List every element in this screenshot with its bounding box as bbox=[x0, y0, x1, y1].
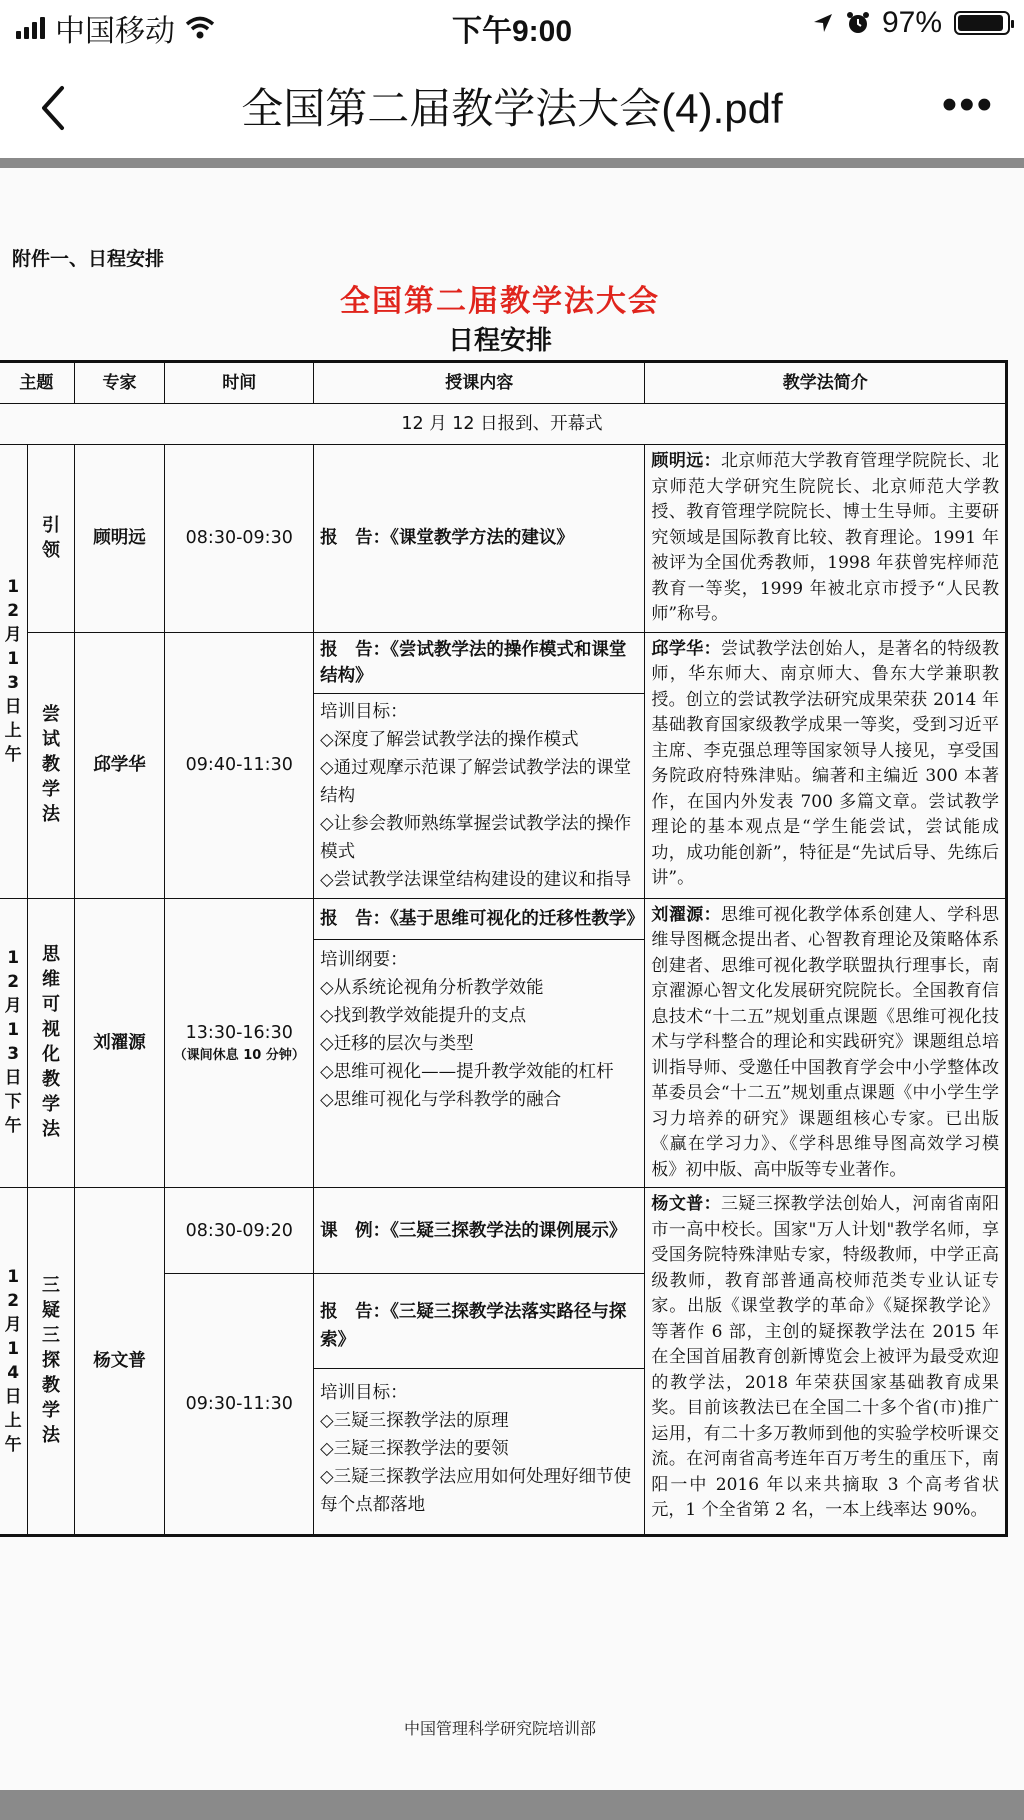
time-range: 13:30-16:30 bbox=[185, 1022, 293, 1043]
expert-intro bbox=[645, 632, 1007, 898]
schedule-table bbox=[0, 360, 1008, 1537]
date-label: 12月13日下午 bbox=[4, 948, 22, 1137]
list-item: ◇尝试教学法课堂结构建设的建议和指导 bbox=[320, 869, 632, 890]
nav-bar bbox=[0, 58, 1024, 153]
list-item: ◇深度了解尝试教学法的操作模式 bbox=[320, 729, 579, 750]
annex-label: 附件一、日程安排 bbox=[12, 248, 165, 270]
theme-label: 三疑三探教学法 bbox=[41, 1275, 60, 1446]
schedule-subtitle: 日程安排 bbox=[447, 326, 552, 356]
time-slot: 08:30-09:20 bbox=[165, 1188, 314, 1274]
intro-text: 北京师范大学教育管理学院院长、北京师范大学研究生院院长、北京师范大学教授、教育管理学院院长、博士生导师。主要研究领域是国际教育比较、教育理论。1991 年被评为全国优秀教师，1998 年获曾宪梓师范教育一等奖，1999 年被北京市授予“人民教师”称号。 bbox=[651, 451, 1000, 624]
content-title: 报 告：《尝试教学法的操作模式和课堂结构》 bbox=[314, 633, 644, 694]
list-item: ◇三疑三探教学法应用如何处理好细节使每个点都落地 bbox=[320, 1467, 632, 1515]
more-options-icon[interactable]: ••• bbox=[941, 80, 994, 129]
table-row bbox=[0, 1188, 1007, 1274]
conference-title: 全国第二届教学法大会 bbox=[340, 284, 660, 319]
table-header-row bbox=[0, 362, 1007, 404]
page-footer: 中国管理科学研究院培训部 bbox=[403, 1719, 596, 1738]
theme-cell bbox=[28, 445, 74, 633]
intro-name: 杨文普： bbox=[651, 1194, 722, 1214]
time-slot: 09:30-11:30 bbox=[165, 1274, 314, 1536]
list-item: ◇迁移的层次与类型 bbox=[320, 1033, 474, 1054]
theme-cell bbox=[28, 632, 74, 898]
theme-cell bbox=[28, 898, 74, 1188]
session-content bbox=[314, 1274, 645, 1536]
time-slot: 09:40-11:30 bbox=[165, 632, 314, 898]
document-title: 全国第二届教学法大会(4).pdf bbox=[241, 85, 783, 132]
theme-label: 尝试教学法 bbox=[41, 704, 60, 825]
date-cell bbox=[0, 445, 28, 899]
status-bar bbox=[0, 0, 1024, 50]
session-content: 课 例：《三疑三探教学法的课例展示》 bbox=[314, 1188, 645, 1274]
bullet-list bbox=[314, 940, 644, 1120]
goal-label: 培训目标： bbox=[320, 701, 408, 722]
bullet-list bbox=[314, 1369, 644, 1529]
intro-text: 思维可视化教学体系创建人、学科思维导图概念提出者、心智教育理论及策略体系创建者、思维可视化教学联盟执行理事长，南京濯源心智文化发展研究院院长。全国教育信息技术“十二五”规划重点课题《思维可视化技术与学科整合的理论和实践研究》课题组总培训指导师、受邀任中国教育学会中小学整体改革委员会“十二五”规划重点课题《中小学生学习力培养的研究》课题组核心专家。已出版《赢在学习力》、《学科思维导图高效学习模板》初中版、高中版等专业著作。 bbox=[651, 904, 1000, 1180]
goal-label: 培训目标： bbox=[320, 1383, 408, 1403]
session-content bbox=[314, 898, 645, 1188]
header-time: 时间 bbox=[165, 362, 314, 404]
table-row bbox=[0, 632, 1007, 898]
session-content: 报 告：《课堂教学方法的建议》 bbox=[314, 445, 645, 633]
list-item: ◇思维可视化——提升教学效能的杠杆 bbox=[320, 1061, 614, 1082]
battery-percent: 97% bbox=[881, 6, 942, 39]
header-theme: 主题 bbox=[0, 362, 74, 404]
header-intro: 教学法简介 bbox=[645, 362, 1007, 404]
time-slot bbox=[165, 898, 314, 1188]
list-item: ◇通过观摩示范课了解尝试教学法的课堂结构 bbox=[320, 757, 632, 806]
date-cell bbox=[0, 1188, 28, 1536]
alarm-icon bbox=[846, 11, 870, 35]
status-right bbox=[812, 6, 1010, 40]
carrier-label: 中国移动 bbox=[55, 15, 175, 48]
theme-label: 引领 bbox=[41, 514, 60, 561]
header-expert: 专家 bbox=[74, 362, 165, 404]
registration-row bbox=[0, 404, 1007, 445]
theme-cell bbox=[28, 1188, 74, 1536]
date-label: 12月13日上午 bbox=[4, 576, 22, 765]
intro-name: 顾明远： bbox=[651, 451, 722, 471]
intro-text: 尝试教学法创始人，是著名的特级教师，华东师大、南京师大、鲁东大学兼职教授。创立的尝试教学法研究成果荣获 2014 年基础教育国家级教学成果一等奖，受到习近平主席、李克强总理等国家领导人接见，享受国务院政府特殊津贴。编著和主编近 300 本著作，在国内外发表 700 多篇文章。尝试教学理论的基本观点是“学生能尝试，尝试能成功，成功能创新”，特征是“先试后导、先练后讲”。 bbox=[651, 638, 1000, 888]
bottom-bar bbox=[0, 1790, 1024, 1820]
list-item: ◇让参会教师熟练掌握尝试教学法的操作模式 bbox=[320, 813, 632, 862]
date-label: 12月14日上午 bbox=[4, 1266, 22, 1455]
expert-name: 杨文普 bbox=[74, 1188, 165, 1536]
expert-name: 邱学华 bbox=[74, 632, 165, 898]
goal-label: 培训纲要： bbox=[320, 949, 408, 970]
intro-text: 三疑三探教学法创始人，河南省南阳市一高中校长。国家"万人计划"教学名师，享受国务院特殊津贴专家，特级教师，中学正高级教师，教育部普通高校师范类专业认证专家。出版《课堂教学的革命》《疑探教学论》等著作 6 部，主创的疑探教学法在 2015 年在全国首届教育创新博览会上被评为最受欢迎的教学法，2018 年荣获国家基础教育成果奖。目前该教法已在全国二十多个省(市)推广运用，有二十多万教师到他的实验学校听课交流。在河南省高考连年百万考生的重压下，南阳一中 2016 年以来共摘取 3 个高考省状元，1 个全省第 2 名，一本上线率达 90%。 bbox=[651, 1194, 1000, 1520]
status-time: 下午9:00 bbox=[451, 15, 573, 48]
pdf-page bbox=[0, 168, 1024, 1790]
intro-name: 邱学华： bbox=[651, 638, 722, 659]
date-cell bbox=[0, 898, 28, 1188]
list-item: ◇三疑三探教学法的要领 bbox=[320, 1439, 509, 1459]
content-title: 报 告：《基于思维可视化的迁移性教学》 bbox=[314, 899, 644, 940]
expert-intro bbox=[645, 898, 1007, 1188]
time-slot: 08:30-09:30 bbox=[165, 445, 314, 633]
expert-name: 顾明远 bbox=[74, 445, 165, 633]
table-row bbox=[0, 445, 1007, 633]
battery-icon bbox=[954, 11, 1010, 35]
theme-label: 思维可视化教学法 bbox=[41, 944, 60, 1141]
session-content bbox=[314, 632, 645, 898]
expert-intro bbox=[645, 1188, 1007, 1536]
content-title: 报 告：《三疑三探教学法落实路径与探索》 bbox=[314, 1274, 644, 1369]
list-item: ◇思维可视化与学科教学的融合 bbox=[320, 1089, 562, 1110]
list-item: ◇三疑三探教学法的原理 bbox=[320, 1411, 509, 1431]
list-item: ◇找到教学效能提升的支点 bbox=[320, 1005, 527, 1026]
expert-intro bbox=[645, 445, 1007, 633]
break-note: （课间休息 10 分钟） bbox=[173, 1047, 305, 1063]
header-content: 授课内容 bbox=[314, 362, 645, 404]
nav-divider bbox=[0, 158, 1024, 168]
table-row bbox=[0, 898, 1007, 1188]
list-item: ◇从系统论视角分析教学效能 bbox=[320, 977, 544, 998]
expert-name: 刘濯源 bbox=[74, 898, 165, 1188]
location-arrow-icon bbox=[812, 12, 834, 34]
intro-name: 刘濯源： bbox=[651, 904, 722, 925]
registration-text: 12 月 12 日报到、开幕式 bbox=[0, 404, 1007, 445]
bullet-list bbox=[314, 694, 644, 898]
